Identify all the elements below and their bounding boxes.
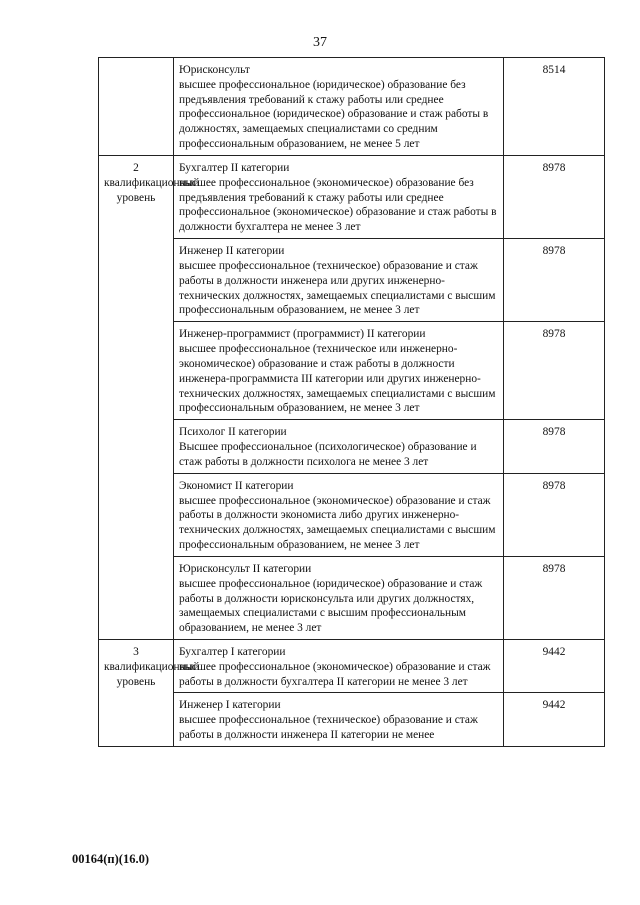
salary-cell: 8978 xyxy=(504,155,605,238)
salary-cell: 8978 xyxy=(504,556,605,639)
salary-table xyxy=(98,57,605,747)
position-cell xyxy=(174,322,504,420)
position-title: Юрисконсульт II категории xyxy=(179,562,312,575)
position-cell xyxy=(174,155,504,238)
table-row xyxy=(99,155,605,238)
level-cell xyxy=(99,58,174,156)
position-title: Инженер II категории xyxy=(179,245,285,258)
table-row xyxy=(99,322,605,420)
level-cell: 3 квалификационный уровень xyxy=(99,639,174,746)
position-requirement: высшее профессиональное (юридическое) образование без предъявления требований к стажу работы или среднее профессиональное (юридическое) образование и стаж работы в должностях, замещаемых специалистами со средним профессиональным образованием, не менее 5 лет xyxy=(179,78,489,151)
position-cell xyxy=(174,473,504,556)
table-row xyxy=(99,693,605,746)
position-title: Инженер-программист (программист) II категории xyxy=(179,328,426,341)
position-requirement: высшее профессиональное (экономическое) образование и стаж работы в должности бухгалтера II категории не менее 3 лет xyxy=(179,660,491,688)
salary-cell: 9442 xyxy=(504,693,605,746)
position-title: Экономист II категории xyxy=(179,479,294,492)
level-cell: 2 квалификационный уровень xyxy=(99,155,174,639)
salary-cell: 8978 xyxy=(504,473,605,556)
position-cell xyxy=(174,556,504,639)
position-cell xyxy=(174,639,504,692)
table-row xyxy=(99,420,605,473)
position-cell xyxy=(174,420,504,473)
position-title: Бухгалтер I категории xyxy=(179,645,286,658)
position-requirement: высшее профессиональное (техническое) образование и стаж работы в должности инженера или других инженерно-технических должностях, замещаемых специалистами с высшим профессиональным образованием, не менее 3 лет xyxy=(179,259,496,317)
salary-cell: 8978 xyxy=(504,239,605,322)
table-row xyxy=(99,639,605,692)
salary-cell: 8514 xyxy=(504,58,605,156)
table-row xyxy=(99,58,605,156)
salary-cell: 8978 xyxy=(504,322,605,420)
position-requirement: высшее профессиональное (техническое или инженерно-экономическое) образование и стаж работы в должности инженера-программиста III категории или других инженерно-технических должностях, замещаемых специалистами с высшим профессиональным образованием, не менее 3 лет xyxy=(179,343,496,415)
position-requirement: высшее профессиональное (экономическое) образование и стаж работы в должности экономиста либо других инженерно-технических должностях, замещаемых специалистами с высшим профессиональным образованием, не менее 3 лет xyxy=(179,494,496,552)
position-title: Психолог II категории xyxy=(179,426,287,439)
position-requirement: Высшее профессиональное (психологическое) образование и стаж работы в должности психолога не менее 3 лет xyxy=(179,441,477,468)
position-cell xyxy=(174,239,504,322)
position-requirement: высшее профессиональное (юридическое) образование и стаж работы в должности юрисконсульта или других должностях, замещаемых специалистами с высшим профессиональным образованием, не менее 3 лет xyxy=(179,577,483,635)
position-cell xyxy=(174,693,504,746)
salary-cell: 8978 xyxy=(504,420,605,473)
position-requirement: высшее профессиональное (экономическое) образование без предъявления требований к стажу работы или среднее профессиональное (экономическое) образование и стаж работы в должности бухгалтера не менее 3 лет xyxy=(179,176,497,234)
document-code: 00164(п)(16.0) xyxy=(72,852,149,866)
table-row xyxy=(99,239,605,322)
table-row xyxy=(99,556,605,639)
position-cell xyxy=(174,58,504,156)
position-title: Инженер I категории xyxy=(179,699,281,712)
position-title: Юрисконсульт xyxy=(179,64,250,76)
table-row xyxy=(99,473,605,556)
position-title: Бухгалтер II категории xyxy=(179,161,290,174)
salary-cell: 9442 xyxy=(504,639,605,692)
position-requirement: высшее профессиональное (техническое) образование и стаж работы в должности инженера II категории не менее xyxy=(179,714,478,742)
page-number: 37 xyxy=(313,35,327,50)
